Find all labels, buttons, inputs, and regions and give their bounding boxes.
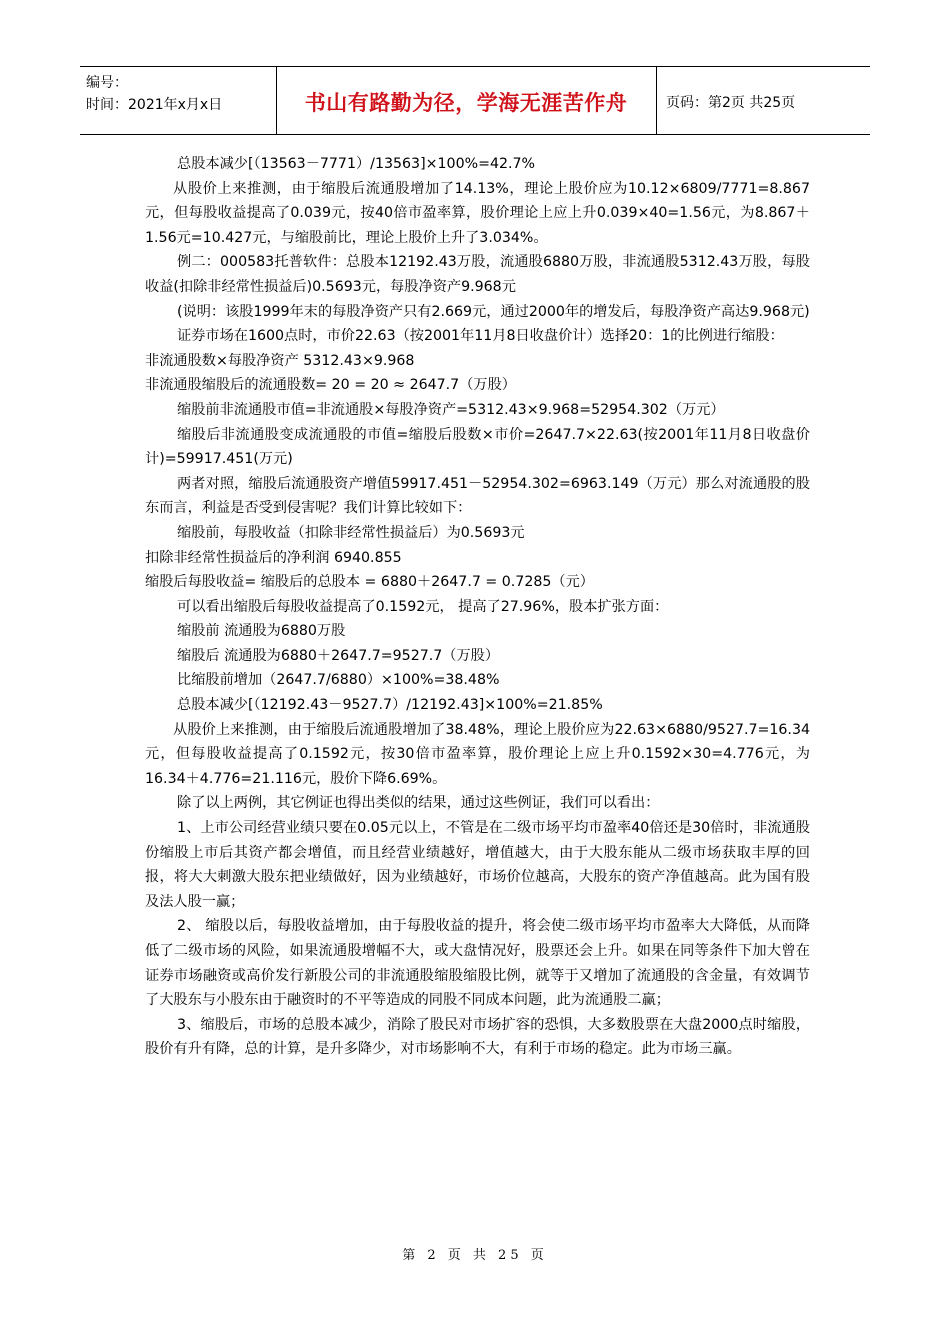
number-label: 编号： [86, 75, 128, 91]
paragraph: 3、缩股后，市场的总股本减少，消除了股民对市场扩容的恐惧，大多数股票在大盘2000点时缩股，股价有升有降，总的计算，是升多降少，对市场影响不大，有利于市场的稳定。此为市场三赢。 [145, 1016, 810, 1058]
page-footer: 第 2 页 共 25 页 [402, 1248, 548, 1263]
paragraph: 证券市场在1600点时，市价22.63（按2001年11月8日收盘价计）选择20：1的比例进行缩股： [177, 328, 784, 345]
page-header [80, 66, 870, 136]
paragraph: 缩股前非流通股市值=非流通股×每股净资产=5312.43×9.968=52954.302（万元） [177, 401, 725, 418]
header-divider [656, 66, 657, 135]
paragraph: 除了以上两例，其它例证也得出类似的结果，通过这些例证，我们可以看出： [177, 795, 660, 812]
document-body [145, 152, 810, 1062]
paragraph: 缩股前 流通股为6880万股 [177, 623, 346, 640]
time-label: 时间：2021年x月x日 [86, 97, 223, 113]
paragraph: 从股价上来推测，由于缩股后流通股增加了14.13%，理论上股价应为10.12×6809/7771=8.867元，但每股收益提高了0.039元，按40倍市盈率算，股价理论上应上升0.039×40=1.56元，为8.867＋1.56元=10.427元，与缩股前比，理论上股价上升了3.034%。 [145, 180, 810, 246]
paragraph: 比缩股前增加（2647.7/6880）×100%=38.48% [177, 672, 500, 689]
header-meta [86, 72, 222, 116]
paragraph: 2、 缩股以后，每股收益增加，由于每股收益的提升，将会使二级市场平均市盈率大大降低，从而降低了二级市场的风险，如果流通股增幅不大，或大盘情况好，股票还会上升。如果在同等条件下加大曾在证券市场融资或高价发行新股公司的非流通股缩股缩股比例，就等于又增加了流通股的含金量，有效调节了大股东与小股东由于融资时的不平等造成的同股不同成本问题，此为流通股二赢； [145, 918, 810, 1009]
paragraph: 缩股后 流通股为6880＋2647.7=9527.7（万股） [177, 647, 500, 664]
paragraph: 非流通股数×每股净资产 5312.43×9.968 [145, 352, 415, 369]
paragraph: 总股本减少[（12192.43－9527.7）/12192.43]×100%=21.85% [177, 697, 603, 714]
paragraph: 缩股后每股收益= 缩股后的总股本 = 6880＋2647.7 = 0.7285（元） [145, 574, 594, 591]
page-code: 页码：第2页 共25页 [666, 95, 796, 111]
paragraph: 例二：000583托普软件：总股本12192.43万股，流通股6880万股，非流通股5312.43万股，每股收益(扣除非经常性损益后)0.5693元，每股净资产9.968元 [145, 254, 810, 295]
paragraph: (说明：该股1999年末的每股净资产只有2.669元，通过2000年的增发后，每股净资产高达9.968元) [177, 303, 810, 320]
paragraph: 两者对照，缩股后流通股资产增值59917.451－52954.302=6963.149（万元）那么对流通股的股东而言，利益是否受到侵害呢？我们计算比较如下： [145, 475, 810, 517]
paragraph: 从股价上来推测，由于缩股后流通股增加了38.48%，理论上股价应为22.63×6880/9527.7=16.34元，但每股收益提高了0.1592元，按30倍市盈率算，股价理论上应上升0.1592×30=4.776元，为16.34＋4.776=21.116元，股价下降6.69%。 [145, 721, 810, 787]
paragraph: 缩股后非流通股变成流通股的市值=缩股后股数×市价=2647.7×22.63(按2001年11月8日收盘价计)=59917.451(万元) [145, 426, 810, 468]
paragraph: 非流通股缩股后的流通股数= 20 = 20 ≈ 2647.7（万股） [145, 377, 516, 394]
paragraph: 1、上市公司经营业绩只要在0.05元以上，不管是在二级市场平均市盈率40倍还是30倍时，非流通股份缩股上市后其资产都会增值，而且经营业绩越好，增值越大，由于大股东能从二级市场获取丰厚的回报，将大大刺激大股东把业绩做好，因为业绩越好，市场价位越高，大股东的资产净值越高。此为国有股及法人股一赢； [145, 820, 810, 910]
paragraph: 缩股前，每股收益（扣除非经常性损益后）为0.5693元 [177, 524, 525, 541]
header-bottom-rule [80, 134, 870, 135]
paragraph: 可以看出缩股后每股收益提高了0.1592元， 提高了27.96%，股本扩张方面： [177, 598, 669, 615]
paragraph: 扣除非经常性损益后的净利润 6940.855 [145, 549, 402, 566]
header-top-rule [80, 66, 870, 67]
motto: 书山有路勤为径，学海无涯苦作舟 [304, 90, 628, 115]
paragraph: 总股本减少[（13563－7771）/13563]×100%=42.7% [177, 156, 536, 172]
